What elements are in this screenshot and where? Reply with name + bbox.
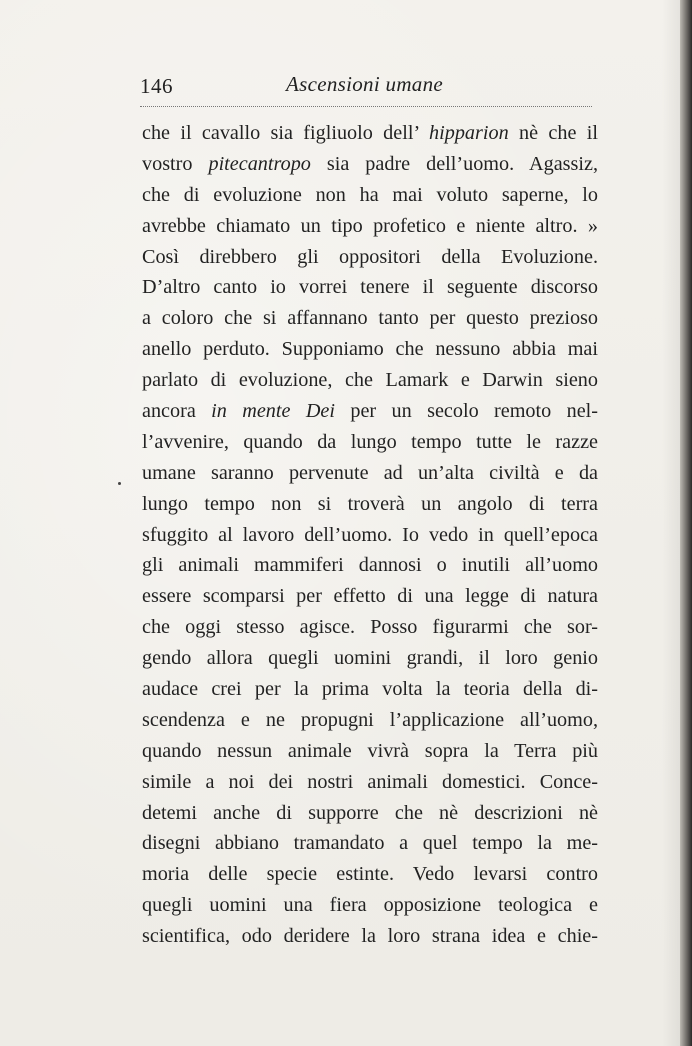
text-segment: moria delle specie estinte. Vedo levarsi contro <box>142 863 598 886</box>
text-line <box>142 458 598 489</box>
text-segment: parlato di evoluzione, che Lamark e Darwin sieno <box>142 369 598 392</box>
text-line <box>142 581 598 612</box>
text-line <box>142 211 598 242</box>
text-line <box>142 149 598 180</box>
text-segment: lungo tempo non si troverà un angolo di terra <box>142 492 598 515</box>
margin-mark <box>118 482 121 485</box>
text-segment: disegni abbiano tramandato a quel tempo la me- <box>142 832 598 855</box>
text-segment: per un secolo remoto nel- <box>334 400 598 423</box>
text-line <box>142 859 598 890</box>
text-line <box>142 612 598 643</box>
text-segment: anello perduto. Supponiamo che nessuno abbia mai <box>142 338 598 361</box>
text-segment: l’avvenire, quando da lungo tempo tutte le razze <box>142 430 598 453</box>
text-line <box>142 180 598 211</box>
text-segment: Così direbbero gli oppositori della Evoluzione. <box>142 245 598 268</box>
text-segment: che di evoluzione non ha mai voluto saperne, lo <box>142 183 598 206</box>
text-line <box>142 242 598 273</box>
text-segment: ancora <box>142 400 212 423</box>
text-segment: simile a noi dei nostri animali domestici. Conce- <box>142 770 598 793</box>
text-line <box>142 643 598 674</box>
text-segment: vostro <box>142 152 209 175</box>
text-line <box>142 427 598 458</box>
text-segment: avrebbe chiamato un tipo profetico e niente altro. » <box>142 214 598 237</box>
text-segment: a coloro che si affannano tanto per questo prezioso <box>142 307 598 330</box>
header-rule <box>140 106 592 107</box>
text-line <box>142 798 598 829</box>
text-segment: quegli uomini una fiera opposizione teologica e <box>142 894 598 917</box>
text-segment: scientifica, odo deridere la loro strana idea e chie- <box>142 925 598 948</box>
text-line <box>142 550 598 581</box>
italic-text: hipparion <box>429 122 509 144</box>
running-title: Ascensioni umane <box>286 72 444 96</box>
text-segment: quando nessun animale vivrà sopra la Terra più <box>142 739 598 762</box>
text-line <box>142 828 598 859</box>
text-line <box>142 520 598 551</box>
body-text <box>142 118 598 952</box>
text-line <box>142 921 598 952</box>
page-gutter-shadow <box>662 0 680 1046</box>
text-line <box>142 396 598 427</box>
text-line <box>142 705 598 736</box>
italic-text: pitecantropo <box>208 152 311 175</box>
text-segment: D’altro canto io vorrei tenere il seguente discorso <box>142 276 598 299</box>
text-line <box>142 303 598 334</box>
text-segment: umane saranno pervenute ad un’alta civiltà e da <box>142 461 598 484</box>
text-line <box>142 767 598 798</box>
text-segment: scendenza e ne propugni l’applicazione all’uomo, <box>142 708 598 731</box>
text-line <box>142 489 598 520</box>
text-line <box>142 365 598 396</box>
running-head <box>140 70 594 104</box>
text-line <box>142 118 598 149</box>
text-line <box>142 736 598 767</box>
text-line <box>142 272 598 303</box>
text-segment: detemi anche di supporre che nè descrizioni nè <box>142 801 598 824</box>
text-segment: sia padre dell’uomo. Agassiz, <box>310 152 598 175</box>
page-number: 146 <box>140 74 173 98</box>
text-segment: che il cavallo sia figliuolo dell’ <box>142 122 430 144</box>
text-segment: audace crei per la prima volta la teoria della di- <box>142 678 598 701</box>
italic-text: in mente Dei <box>211 400 335 423</box>
text-segment: nè che il <box>508 122 598 144</box>
text-segment: sfuggito al lavoro dell’uomo. Io vedo in quell’epoca <box>142 523 598 546</box>
page-edge <box>680 0 692 1046</box>
text-segment: che oggi stesso agisce. Posso figurarmi che sor- <box>142 616 598 639</box>
text-line <box>142 674 598 705</box>
text-segment: essere scomparsi per effetto di una legge di natura <box>142 585 598 608</box>
text-segment: gli animali mammiferi dannosi o inutili all’uomo <box>142 554 598 577</box>
text-line <box>142 334 598 365</box>
text-segment: gendo allora quegli uomini grandi, il loro genio <box>142 647 598 670</box>
text-line <box>142 890 598 921</box>
